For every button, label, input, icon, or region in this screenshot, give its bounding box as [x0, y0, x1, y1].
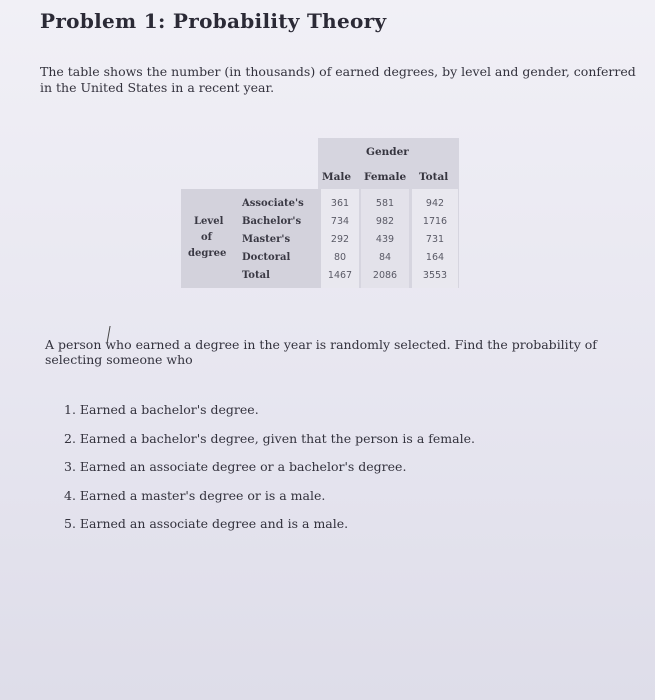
row-label-total: Total	[242, 270, 270, 281]
cell-associates-female: 581	[375, 198, 395, 209]
col-header-male: Male	[322, 171, 352, 183]
cell-bachelors-female: 982	[375, 216, 395, 227]
cell-associates-male: 361	[330, 198, 350, 209]
row-label-doctoral: Doctoral	[242, 252, 291, 263]
cell-masters-female: 439	[375, 234, 395, 245]
cell-total-female: 2086	[372, 270, 398, 281]
gender-header: Gender	[366, 146, 409, 158]
question-paragraph: A person who earned a degree in the year is randomly selected. Find the probability of selecting someone who	[45, 337, 597, 367]
side-label-degree: degree	[188, 248, 227, 259]
row-label-associates: Associate's	[242, 198, 304, 209]
row-label-masters: Master's	[242, 234, 291, 245]
cell-total-male: 1467	[327, 270, 353, 281]
side-label-of: of	[201, 232, 212, 243]
list-item: 5. Earned an associate degree and is a male.	[64, 516, 349, 531]
col-header-female: Female	[364, 171, 407, 183]
cell-masters-total: 731	[425, 234, 445, 245]
cell-total-total: 3553	[422, 270, 448, 281]
cell-associates-total: 942	[425, 198, 445, 209]
side-label-level: Level	[194, 216, 224, 227]
cell-masters-male: 292	[330, 234, 350, 245]
cell-doctoral-total: 164	[425, 252, 445, 263]
cell-bachelors-total: 1716	[422, 216, 448, 227]
cell-doctoral-female: 84	[378, 252, 392, 263]
list-item: 3. Earned an associate degree or a bachelor's degree.	[64, 459, 407, 474]
col-header-total: Total	[419, 171, 449, 183]
intro-paragraph: The table shows the number (in thousands) of earned degrees, by level and gender, conferred in the United States in a recent year.	[40, 64, 636, 95]
list-item: 4. Earned a master's degree or is a male.	[64, 488, 326, 503]
cell-bachelors-male: 734	[330, 216, 350, 227]
degrees-table	[181, 138, 459, 288]
cell-doctoral-male: 80	[333, 252, 347, 263]
page-title: Problem 1: Probability Theory	[40, 9, 387, 33]
list-item: 2. Earned a bachelor's degree, given that the person is a female.	[64, 431, 475, 446]
row-label-bachelors: Bachelor's	[242, 216, 302, 227]
list-item: 1. Earned a bachelor's degree.	[64, 402, 259, 417]
